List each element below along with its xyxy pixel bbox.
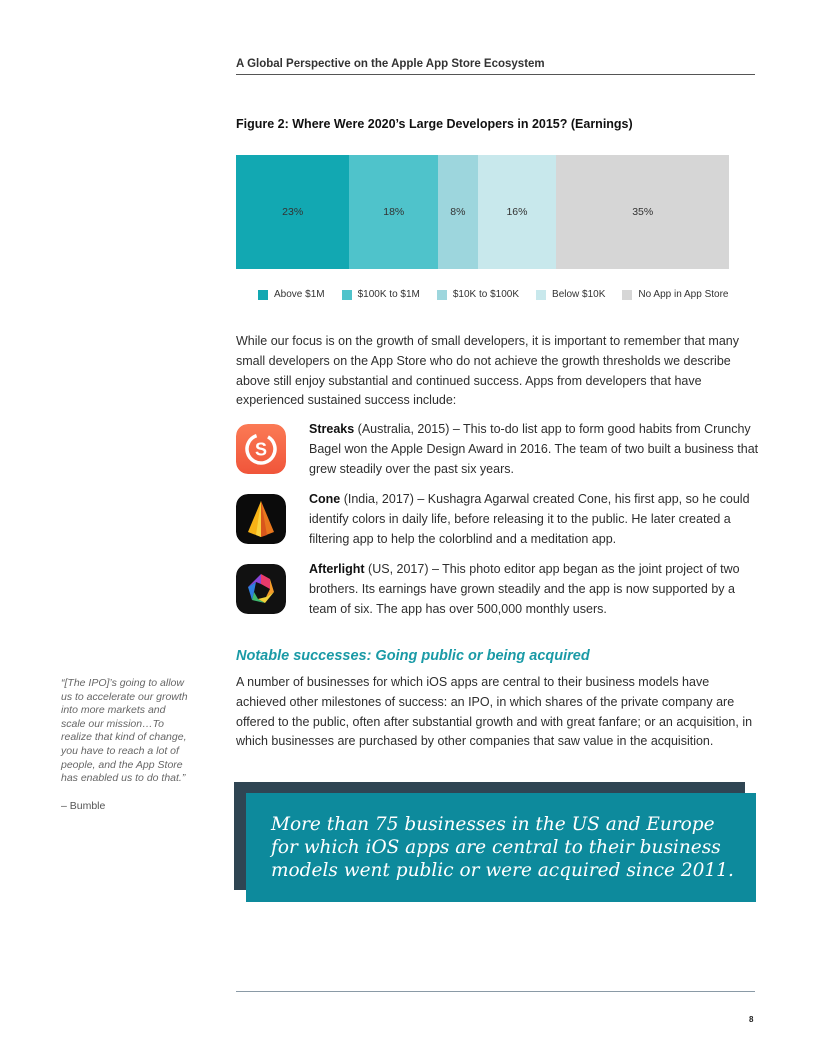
legend-item <box>437 289 519 300</box>
legend-label: No App in App Store <box>638 289 729 300</box>
bar-value-label: 35% <box>632 206 654 218</box>
section-paragraph: A number of businesses for which iOS apps are central to their business models have achieved other milestones of success: an IPO, in which shares of the private company are offered to the public, often after substantial growth and with great fanfare; or an acquisition, in which businesses are purchased by other companies that saw value in the acquisition. <box>236 675 753 749</box>
legend-swatch <box>437 290 447 300</box>
legend-swatch <box>536 290 546 300</box>
app-description <box>309 420 759 479</box>
bar-value-label: 16% <box>506 206 528 218</box>
bar-value-label: 8% <box>450 206 466 218</box>
svg-text:S: S <box>254 439 268 460</box>
app-name: Streaks <box>309 422 355 436</box>
callout-box <box>246 793 756 902</box>
bar-segment-3 <box>438 155 477 269</box>
legend-swatch <box>258 290 268 300</box>
app-description <box>309 560 759 619</box>
legend-label: Below $10K <box>552 289 606 300</box>
cone-app-icon <box>236 494 286 544</box>
running-header: A Global Perspective on the Apple App Store Ecosystem <box>236 58 545 70</box>
sidebar-quote: “[The IPO]’s going to allow us to accelerate our growth into more markets and scale our mission…To realize that kind of change, you have to reach a lot of people, and the App Store has enabled us to do that.” <box>61 677 188 785</box>
bar-value-label: 18% <box>383 206 405 218</box>
sidebar-attribution: – Bumble <box>61 800 106 812</box>
bar-segment-5 <box>556 155 729 269</box>
app-name: Afterlight <box>309 562 365 576</box>
bar-segment-4 <box>478 155 557 269</box>
legend-item <box>622 289 728 300</box>
legend-item <box>258 289 325 300</box>
stacked-bar-chart <box>236 155 729 269</box>
app-name: Cone <box>309 492 341 506</box>
legend-swatch <box>622 290 632 300</box>
afterlight-app-icon <box>236 564 286 614</box>
section-heading: Notable successes: Going public or being acquired <box>236 648 590 664</box>
intro-paragraph: While our focus is on the growth of small developers, it is important to remember that many small developers on the App Store who do not achieve the growth thresholds we describe above still enjoy substantial and continued success. Apps from developers that have experienced sustained success include: <box>236 334 739 408</box>
bar-segment-2 <box>349 155 438 269</box>
app-details: (Australia, 2015) – This to-do list app to form good habits from Crunchy Bagel won the Apple Design Award in 2016. The team of two built a business that grew steadily over the past six years. <box>309 422 759 476</box>
callout-text: More than 75 businesses in the US and Europe for which iOS apps are central to their business models went public or were acquired since 2011. <box>271 814 734 881</box>
app-description <box>309 490 759 549</box>
page-number: 8 <box>749 1015 754 1024</box>
legend-label: $100K to $1M <box>357 289 420 300</box>
app-details: (India, 2017) – Kushagra Agarwal created Cone, his first app, so he could identify colors in daily life, before releasing it to the public. He later created a filtering app to help the colorblind and a meditation app. <box>309 492 750 546</box>
footer-divider <box>236 991 755 992</box>
header-divider <box>236 74 755 75</box>
legend-swatch <box>342 290 352 300</box>
bar-segment-1 <box>236 155 349 269</box>
bar-value-label: 23% <box>282 206 304 218</box>
app-details: (US, 2017) – This photo editor app began as the joint project of two brothers. Its earnings have grown steadily and the app is now supported by a team of six. The app has over 500,000 monthly users. <box>309 562 740 616</box>
legend-label: $10K to $100K <box>452 289 520 300</box>
streaks-app-icon <box>236 424 286 474</box>
legend-label: Above $1M <box>274 289 325 300</box>
legend-item <box>342 289 420 300</box>
chart-legend <box>258 289 745 300</box>
legend-item <box>536 289 605 300</box>
figure-title: Figure 2: Where Were 2020’s Large Developers in 2015? (Earnings) <box>236 117 633 131</box>
